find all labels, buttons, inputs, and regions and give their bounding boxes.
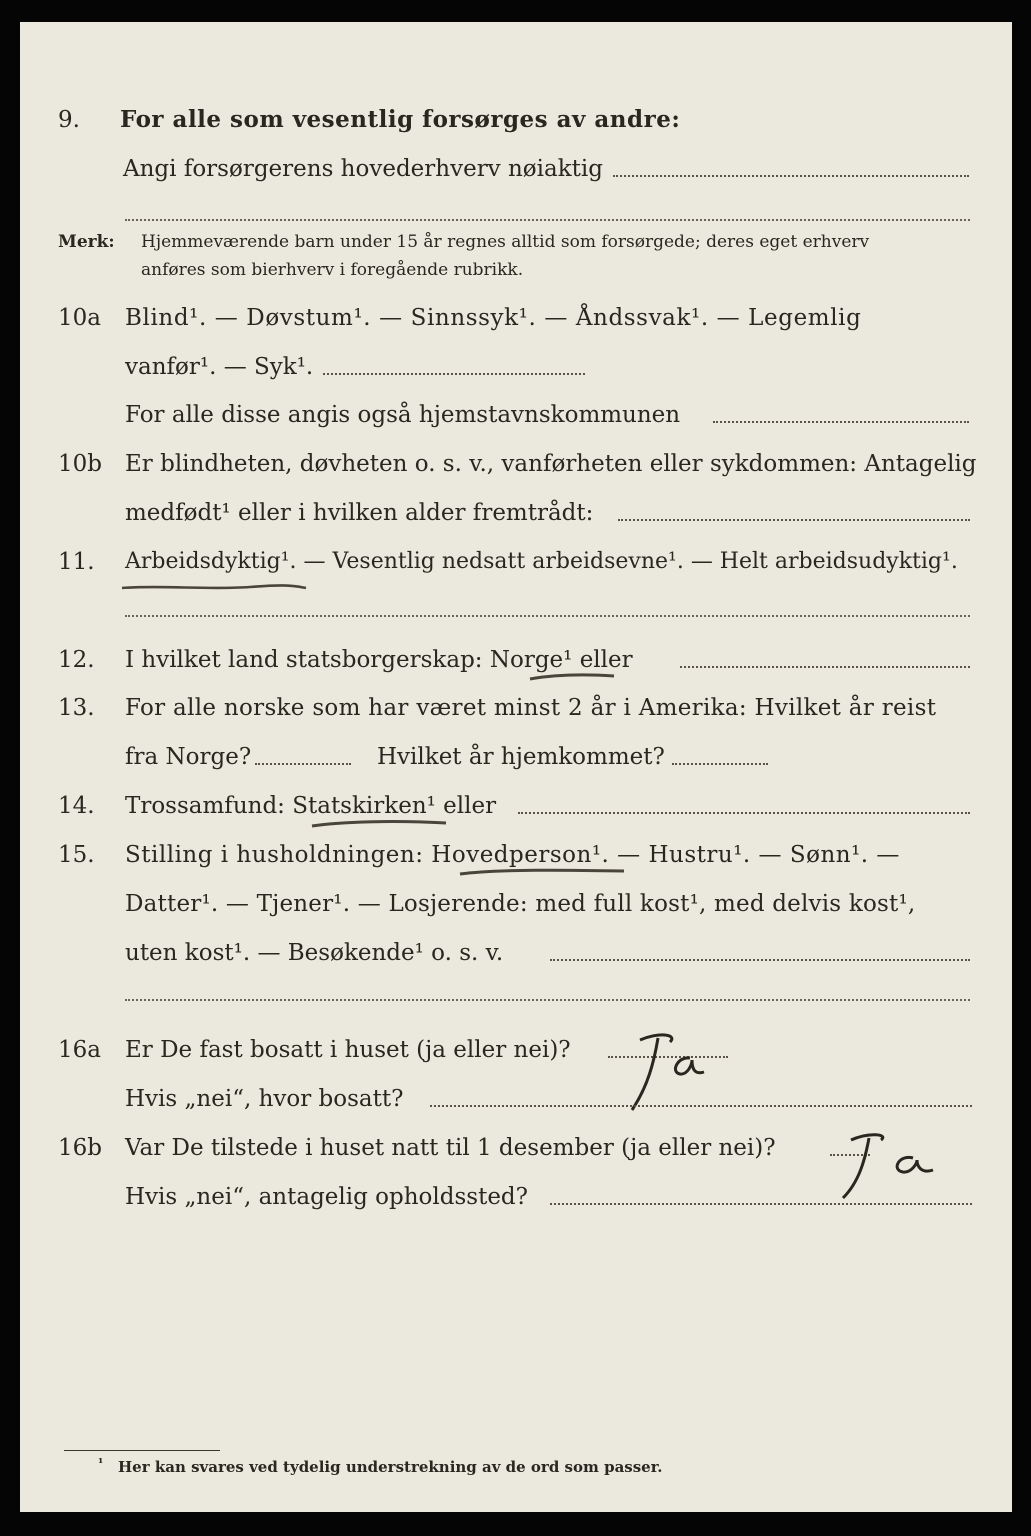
question-15-line-2 bbox=[20, 884, 1012, 924]
question-number: 15. bbox=[58, 842, 95, 868]
question-text: fra Norge? bbox=[125, 744, 252, 770]
question-text: I hvilket land statsborgerskap: Norge¹ eller bbox=[125, 647, 633, 673]
question-number: 11. bbox=[58, 549, 95, 575]
answer-field[interactable] bbox=[518, 812, 970, 814]
question-number: 13. bbox=[58, 695, 95, 721]
question-16a-line-2 bbox=[20, 1079, 1012, 1119]
answer-field[interactable] bbox=[430, 1105, 972, 1107]
note-merk bbox=[58, 228, 870, 280]
footnote-text: Her kan svares ved tydelig understrekning av de ord som passer. bbox=[118, 1458, 663, 1476]
question-number: 10b bbox=[58, 451, 102, 477]
question-text: Er De fast bosatt i huset (ja eller nei)? bbox=[125, 1037, 571, 1063]
answer-field[interactable] bbox=[618, 519, 970, 521]
question-10b-line-1 bbox=[20, 444, 1012, 484]
pencil-underline-mark bbox=[120, 580, 310, 594]
question-text: For alle norske som har været minst 2 år i Amerika: Hvilket år reist bbox=[125, 695, 937, 721]
answer-field[interactable] bbox=[255, 763, 351, 765]
pencil-underline-mark bbox=[310, 817, 450, 831]
answer-field[interactable] bbox=[125, 615, 970, 617]
answer-field[interactable] bbox=[680, 666, 970, 668]
question-11-line-1 bbox=[20, 542, 1012, 582]
question-13-line-2 bbox=[20, 737, 1012, 777]
note-text: anføres som bierhverv i foregående rubrikk. bbox=[141, 260, 524, 280]
question-10a-line-2 bbox=[20, 347, 1012, 387]
question-text: Datter¹. — Tjener¹. — Losjerende: med full kost¹, med delvis kost¹, bbox=[125, 891, 916, 917]
answer-field[interactable] bbox=[613, 175, 969, 177]
question-9-line-1 bbox=[20, 100, 1012, 140]
question-10a-line-1 bbox=[20, 298, 1012, 338]
answer-field[interactable] bbox=[323, 373, 585, 375]
answer-field[interactable] bbox=[125, 999, 970, 1001]
question-text: uten kost¹. — Besøkende¹ o. s. v. bbox=[125, 940, 504, 966]
answer-field[interactable] bbox=[550, 959, 970, 961]
question-10a-line-3 bbox=[20, 395, 1012, 435]
question-number: 16a bbox=[58, 1037, 101, 1063]
question-text: For alle disse angis også hjemstavnskommunen bbox=[125, 402, 681, 428]
question-text: Hvilket år hjemkommet? bbox=[377, 744, 665, 770]
question-12-line-1 bbox=[20, 640, 1012, 680]
question-number: 10a bbox=[58, 305, 101, 331]
question-number: 12. bbox=[58, 647, 95, 673]
question-text: Hvis „nei“, antagelig opholdssted? bbox=[125, 1184, 528, 1210]
question-text: Hvis „nei“, hvor bosatt? bbox=[125, 1086, 404, 1112]
answer-field[interactable] bbox=[672, 763, 768, 765]
question-text: Arbeidsdyktig¹. — Vesentlig nedsatt arbeidsevne¹. — Helt arbeidsudyktig¹. bbox=[125, 549, 958, 574]
footnote-mark: ¹ bbox=[98, 1456, 104, 1470]
form-page bbox=[20, 22, 1012, 1512]
question-text: vanfør¹. — Syk¹. bbox=[125, 354, 314, 380]
pencil-underline-mark bbox=[528, 670, 618, 684]
question-14-line-1 bbox=[20, 786, 1012, 826]
question-number: 14. bbox=[58, 793, 95, 819]
footnote-divider bbox=[64, 1450, 220, 1451]
question-9-line-2 bbox=[20, 149, 1012, 189]
pencil-underline-mark bbox=[458, 865, 628, 879]
note-text: Hjemmeværende barn under 15 år regnes alltid som forsørgede; deres eget erhverv bbox=[141, 232, 870, 252]
question-text: Blind¹. — Døvstum¹. — Sinnssyk¹. — Åndssvak¹. — Legemlig bbox=[125, 305, 862, 331]
question-text: For alle som vesentlig forsørges av andre: bbox=[120, 106, 681, 133]
question-15-line-3 bbox=[20, 933, 1012, 973]
answer-text bbox=[618, 1028, 652, 1068]
question-number: 9. bbox=[58, 107, 80, 133]
question-text: Er blindheten, døvheten o. s. v., vanførheten eller sykdommen: Antagelig bbox=[125, 451, 977, 477]
question-10b-line-2 bbox=[20, 493, 1012, 533]
answer-field[interactable] bbox=[713, 421, 969, 423]
question-16a-line-1 bbox=[20, 1030, 1012, 1070]
question-13-line-1 bbox=[20, 688, 1012, 728]
question-text: Trossamfund: Statskirken¹ eller bbox=[125, 793, 497, 819]
question-number: 16b bbox=[58, 1135, 102, 1161]
answer-field[interactable] bbox=[125, 219, 970, 221]
answer-field[interactable] bbox=[550, 1203, 972, 1205]
question-text: Stilling i husholdningen: Hovedperson¹. — Hustru¹. — Sønn¹. — bbox=[125, 842, 900, 868]
note-label: Merk: bbox=[58, 232, 115, 252]
question-16b-line-2 bbox=[20, 1177, 1012, 1217]
question-text: medfødt¹ eller i hvilken alder fremtrådt: bbox=[125, 500, 594, 526]
question-text: Angi forsørgerens hovederhverv nøiaktig bbox=[123, 156, 603, 182]
answer-text bbox=[835, 1126, 867, 1164]
question-text: Var De tilstede i huset natt til 1 desember (ja eller nei)? bbox=[125, 1135, 776, 1161]
